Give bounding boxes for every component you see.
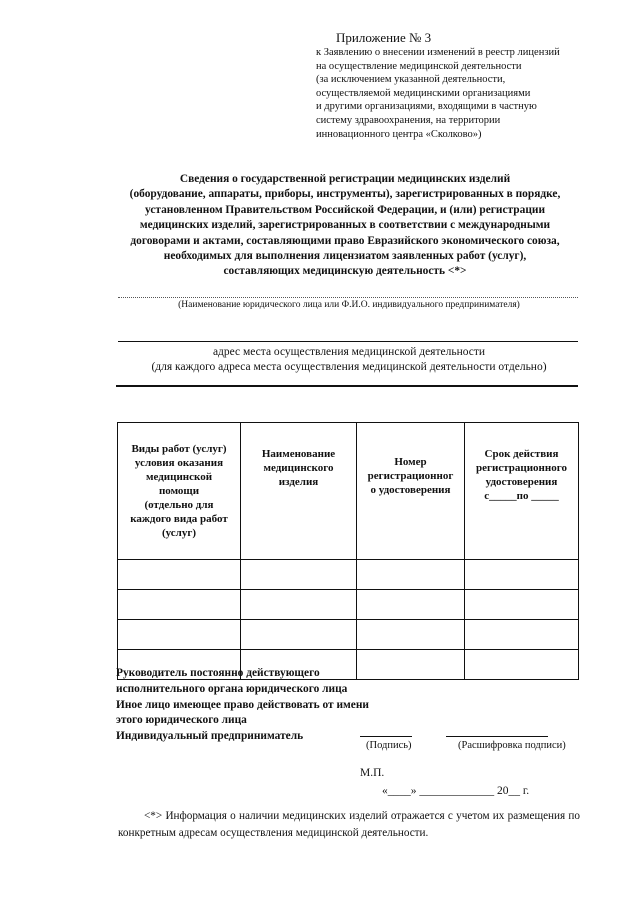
heading-line: (оборудование, аппараты, приборы, инструменты), зарегистрированных в порядке,	[129, 188, 561, 201]
heading-line: составляющих медицинскую деятельность <*>	[223, 265, 467, 278]
table-cell[interactable]	[465, 590, 579, 620]
appendix-line: инновационного центра «Сколково»)	[316, 128, 482, 140]
table-header-row	[118, 423, 579, 560]
table-cell[interactable]	[357, 590, 465, 620]
footnote: <*> Информация о наличии медицинских изделий отражается с учетом их размещения по конкретным адресам осуществления медицинской деятельности.	[118, 810, 580, 839]
appendix-line: и другими организациями, входящими в частную	[316, 101, 537, 113]
devices-table	[117, 422, 579, 680]
heading-line: Сведения о государственной регистрации медицинских изделий	[179, 173, 511, 185]
signatory-line: исполнительного органа юридического лица	[116, 682, 348, 695]
col-header-works: Виды работ (услуг) условия оказания медицинской помощи (отдельно для каждого вида работ (услуг)	[118, 423, 241, 560]
signatory-line: Руководитель постоянно действующего	[116, 667, 320, 679]
signatory-line: этого юридического лица	[116, 714, 247, 727]
signatory-line: Иное лицо имеющее право действовать от имени	[116, 698, 369, 711]
col-header-validity: Срок действия регистрационного удостоверения с_____по _____	[465, 423, 579, 560]
signatory-block	[116, 666, 369, 745]
signatory-line: Индивидуальный предприниматель	[116, 730, 304, 743]
table-cell[interactable]	[357, 620, 465, 650]
col-header-device-name: Наименование медицинского изделия	[241, 423, 357, 560]
signature-line[interactable]	[360, 736, 412, 737]
table-row	[118, 590, 579, 620]
separator-rule	[116, 385, 578, 387]
table-cell[interactable]	[357, 650, 465, 680]
entity-name-caption: (Наименование юридического лица или Ф.И.О. индивидуального предпринимателя)	[178, 300, 520, 310]
table-cell[interactable]	[241, 560, 357, 590]
heading-line: необходимых для выполнения лицензиатом заявленных работ (услуг),	[163, 250, 527, 263]
appendix-subtitle	[316, 46, 560, 141]
appendix-line: к Заявлению о внесении изменений в реестр лицензий	[316, 47, 560, 58]
table-cell[interactable]	[118, 560, 241, 590]
signature-caption: (Подпись)	[366, 740, 412, 751]
address-caption-line: адрес места осуществления медицинской деятельности	[212, 346, 486, 358]
appendix-title: Приложение № 3	[336, 30, 432, 45]
heading-line: договорами и актами, составляющими право Евразийского экономического союза,	[130, 234, 560, 247]
entity-name-line[interactable]	[118, 297, 578, 298]
col-header-reg-number: Номер регистрационног о удостоверения	[357, 423, 465, 560]
address-line[interactable]	[118, 341, 578, 342]
stamp-label: М.П.	[360, 767, 385, 779]
document-heading	[110, 172, 580, 280]
table-cell[interactable]	[118, 590, 241, 620]
appendix-line: осуществляемой медицинскими организациями	[316, 87, 531, 99]
table-cell[interactable]	[465, 560, 579, 590]
heading-line: медицинских изделий, зарегистрированных в соответствии с международными	[139, 219, 551, 232]
appendix-line: (за исключением указанной деятельности,	[316, 74, 506, 86]
signature-decode-line[interactable]	[446, 736, 548, 737]
table-row	[118, 620, 579, 650]
appendix-line: на осуществление медицинской деятельности	[316, 60, 522, 72]
address-caption-line: (для каждого адреса места осуществления медицинской деятельности отдельно)	[151, 361, 547, 373]
table-cell[interactable]	[241, 590, 357, 620]
table-cell[interactable]	[357, 560, 465, 590]
table-cell[interactable]	[465, 620, 579, 650]
table-cell[interactable]	[465, 650, 579, 680]
signature-decode-caption: (Расшифровка подписи)	[458, 740, 566, 751]
date-field[interactable]: «____» _____________ 20__ г.	[382, 785, 530, 797]
table-row	[118, 560, 579, 590]
appendix-line: систему здравоохранения, на территории	[316, 114, 501, 126]
address-caption	[118, 345, 580, 375]
heading-line: установленном Правительством Российской Федерации, и (или) регистрации	[144, 203, 546, 216]
table-cell[interactable]	[241, 620, 357, 650]
table-cell[interactable]	[118, 620, 241, 650]
